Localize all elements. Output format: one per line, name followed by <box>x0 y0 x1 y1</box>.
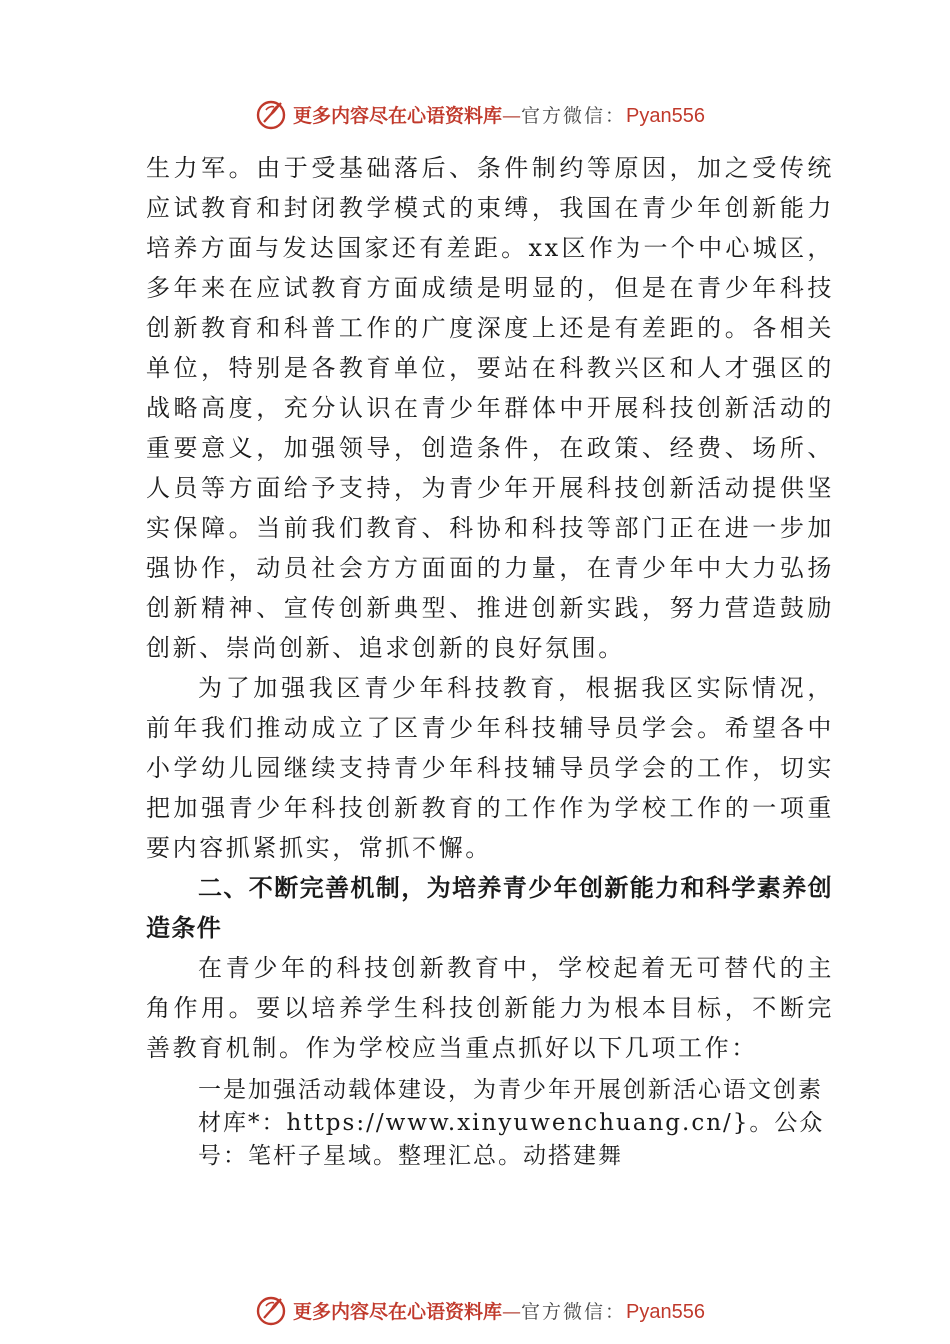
document-body <box>146 148 834 1173</box>
paragraph-2: 为了加强我区青少年科技教育，根据我区实际情况，前年我们推动成立了区青少年科技辅导员学会。希望各中小学幼儿园继续支持青少年科技辅导员学会的工作，切实把加强青少年科技创新教育的工作作为学校工作的一项重要内容抓紧抓实，常抓不懈。 <box>146 674 834 862</box>
header-watermark-banner <box>0 94 950 134</box>
banner-text <box>293 101 705 128</box>
banner-main-text: 更多内容尽在心语资料库 <box>293 104 503 127</box>
banner-account: Pyan556 <box>626 104 705 127</box>
banner-label: 官方微信： <box>521 104 627 127</box>
list-item-1: 一是加强活动载体建设，为青少年开展创新活心语文创素材库*：https://www.xinyuwenchuang.cn/}。公众号：笔杆子星域。整理汇总。动搭建舞 <box>198 1077 825 1169</box>
banner-text <box>293 1297 705 1324</box>
banner-account: Pyan556 <box>626 1300 705 1323</box>
paragraph-3: 在青少年的科技创新教育中，学校起着无可替代的主角作用。要以培养学生科技创新能力为根本目标，不断完善教育机制。作为学校应当重点抓好以下几项工作： <box>146 954 834 1062</box>
banner-dash: — <box>502 104 522 127</box>
section-heading-2: 二、不断完善机制，为培养青少年创新能力和科学素养创造条件 <box>146 874 833 942</box>
banner-label: 官方微信： <box>521 1300 627 1323</box>
quill-logo-icon <box>255 97 289 131</box>
footer-watermark-banner <box>0 1290 950 1330</box>
paragraph-1: 生力军。由于受基础落后、条件制约等原因，加之受传统应试教育和封闭教学模式的束缚，我国在青少年创新能力培养方面与发达国家还有差距。xx区作为一个中心城区，多年来在应试教育方面成绩是明显的，但是在青少年科技创新教育和科普工作的广度深度上还是有差距的。各相关单位，特别是各教育单位，要站在科教兴区和人才强区的战略高度，充分认识在青少年群体中开展科技创新活动的重要意义，加强领导，创造条件，在政策、经费、场所、人员等方面给予支持，为青少年开展科技创新活动提供坚实保障。当前我们教育、科协和科技等部门正在进一步加强协作，动员社会方方面面的力量，在青少年中大力弘扬创新精神、宣传创新典型、推进创新实践，努力营造鼓励创新、崇尚创新、追求创新的良好氛围。 <box>146 154 834 662</box>
quill-logo-icon <box>255 1293 289 1327</box>
banner-dash: — <box>502 1300 522 1323</box>
banner-main-text: 更多内容尽在心语资料库 <box>293 1300 503 1323</box>
